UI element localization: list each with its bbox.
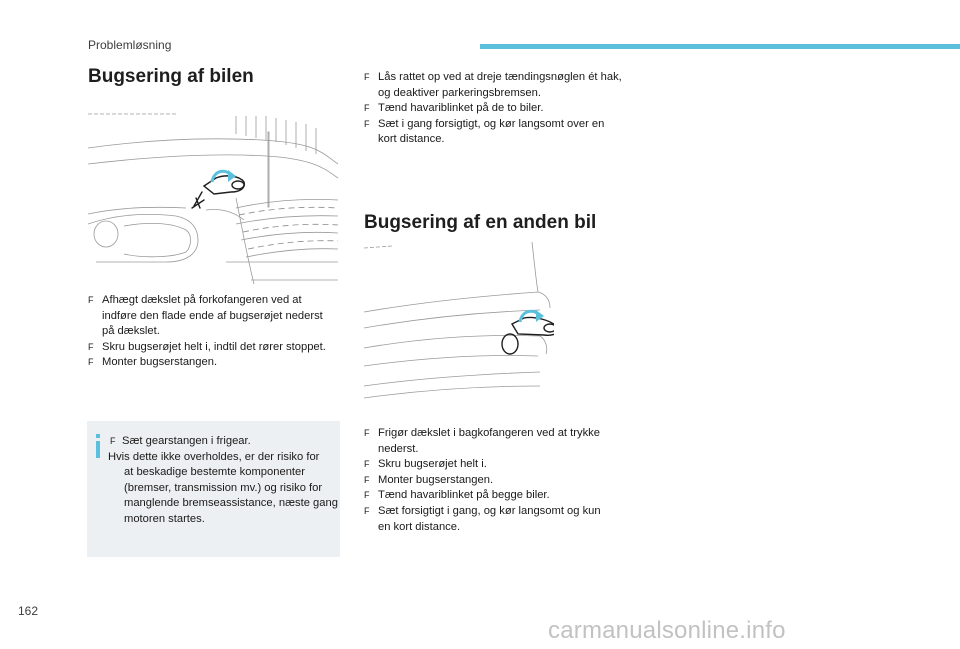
towing-own-steps xyxy=(88,293,333,371)
list-item: F Sæt forsigtigt i gang, og kør langsomt og kun en kort distance. xyxy=(364,504,601,533)
bullet-glyph: F xyxy=(110,436,116,446)
towing-other-steps xyxy=(364,426,609,535)
list-item: F Skru bugserøjet helt i, indtil det rører stoppet. xyxy=(88,340,333,356)
list-item: F Afhægt dækslet på forkofangeren ved at indføre den flade ende af bugserøjet nederst på dækslet. xyxy=(88,294,323,338)
list-item: F Lås rattet op ved at dreje tændingsnøglen ét hak, og deaktiver parkeringsbremsen. xyxy=(364,71,622,99)
bullet-glyph: F xyxy=(88,357,94,368)
page-title-towing-own: Bugsering af bilen xyxy=(88,66,254,87)
list-item: F Monter bugserstangen. xyxy=(88,355,333,371)
note-text xyxy=(108,434,338,528)
rear-bumper-towing-eye-illustration xyxy=(362,240,554,400)
bullet-glyph: F xyxy=(364,428,370,438)
note-body: at beskadige bestemte komponenter (bremser, transmission mv.) og risiko for manglende bremseassistance, næste gang motoren startes. xyxy=(124,466,338,525)
note-lead: Hvis dette ikke overholdes, er der risiko for xyxy=(108,450,320,463)
bullet-glyph: F xyxy=(88,341,94,352)
towing-own-continued-steps xyxy=(364,70,624,148)
section-label: Problemløsning xyxy=(88,38,172,52)
bullet-glyph: F xyxy=(364,490,370,501)
list-item: F Tænd havariblinket på begge biler. xyxy=(364,488,609,504)
page-title-towing-other: Bugsering af en anden bil xyxy=(364,212,597,233)
bullet-glyph: F xyxy=(88,295,94,305)
bullet-glyph: F xyxy=(364,505,370,516)
list-item: F Tænd havariblinket på de to biler. xyxy=(364,101,624,117)
info-icon xyxy=(94,434,102,458)
watermark: carmanualsonline.info xyxy=(548,617,786,644)
bullet-glyph: F xyxy=(364,103,370,114)
front-bumper-towing-eye-illustration xyxy=(86,112,340,287)
bullet-glyph: F xyxy=(364,72,370,82)
list-item: F Frigør dækslet i bagkofangeren ved at trykke nederst. xyxy=(364,427,600,455)
list-item: F Monter bugserstangen. xyxy=(364,473,609,489)
list-item: F Skru bugserøjet helt i. xyxy=(364,457,609,473)
list-item: F Sæt i gang forsigtigt, og kør langsomt over en kort distance. xyxy=(364,117,605,146)
page-number: 162 xyxy=(18,604,39,618)
bullet-glyph: F xyxy=(364,459,370,470)
header-accent-bar xyxy=(480,44,960,49)
bullet-glyph: F xyxy=(364,118,370,129)
note-bullet: F Sæt gearstangen i frigear. xyxy=(108,434,338,450)
bullet-glyph: F xyxy=(364,474,370,485)
